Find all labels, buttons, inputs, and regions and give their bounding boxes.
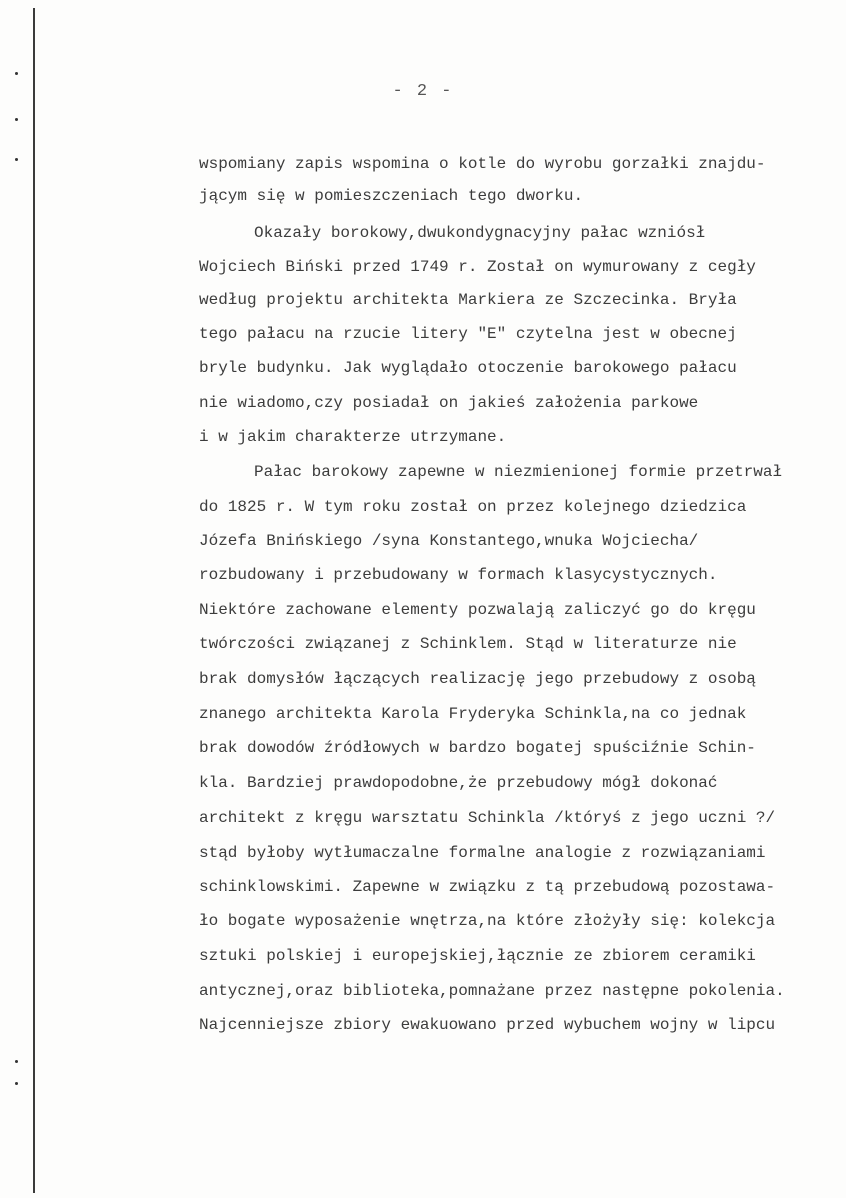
text-line: brak dowodów źródłowych w bardzo bogatej spuściźnie Schin- <box>199 739 756 757</box>
text-line: ło bogate wyposażenie wnętrza,na które złożyły się: kolekcja <box>199 912 776 930</box>
text-line: Pałac barokowy zapewne w niezmienionej formie przetrwał <box>254 463 783 481</box>
text-line: rozbudowany i przebudowany w formach klasycystycznych. <box>199 566 718 584</box>
text-line: schinklowskimi. Zapewne w związku z tą przebudową pozostawa- <box>199 878 776 896</box>
text-line: Józefa Bnińskiego /syna Konstantego,wnuka Wojciecha/ <box>199 532 699 550</box>
text-line: twórczości związanej z Schinklem. Stąd w literaturze nie <box>199 635 737 653</box>
text-line: Niektóre zachowane elementy pozwalają zaliczyć go do kręgu <box>199 601 756 619</box>
text-line: sztuki polskiej i europejskiej,łącznie ze zbiorem ceramiki <box>199 947 756 965</box>
text-line: według projektu architekta Markiera ze Szczecinka. Bryła <box>199 291 737 309</box>
text-line: kla. Bardziej prawdopodobne,że przebudowy mógł dokonać <box>199 774 718 792</box>
text-line: znanego architekta Karola Fryderyka Schinkla,na co jednak <box>199 705 747 723</box>
text-line: Okazały borokowy,dwukondygnacyjny pałac wzniósł <box>254 224 706 242</box>
margin-mark <box>15 72 18 75</box>
page-number: - 2 - <box>392 82 454 101</box>
text-line: nie wiadomo,czy posiadał on jakieś założenia parkowe <box>199 394 699 412</box>
text-line: Najcenniejsze zbiory ewakuowano przed wybuchem wojny w lipcu <box>199 1016 776 1034</box>
margin-mark <box>15 1082 18 1085</box>
text-line: do 1825 r. W tym roku został on przez kolejnego dziedzica <box>199 498 747 516</box>
page-edge-line <box>33 8 35 1193</box>
margin-mark <box>15 118 18 121</box>
text-line: tego pałacu na rzucie litery "E" czytelna jest w obecnej <box>199 325 737 343</box>
text-line: architekt z kręgu warsztatu Schinkla /któryś z jego uczni ?/ <box>199 809 776 827</box>
text-line: antycznej,oraz biblioteka,pomnażane przez następne pokolenia. <box>199 982 785 1000</box>
text-line: i w jakim charakterze utrzymane. <box>199 428 507 446</box>
text-line: bryle budynku. Jak wyglądało otoczenie barokowego pałacu <box>199 359 737 377</box>
text-line: Wojciech Biński przed 1749 r. Został on wymurowany z cegły <box>199 258 756 276</box>
text-line: brak domysłów łączących realizację jego przebudowy z osobą <box>199 670 756 688</box>
text-line: wspomiany zapis wspomina o kotle do wyrobu gorzałki znajdu- <box>199 155 766 173</box>
margin-mark <box>15 1060 18 1063</box>
text-line: jącym się w pomieszczeniach tego dworku. <box>199 187 584 205</box>
text-line: stąd byłoby wytłumaczalne formalne analogie z rozwiązaniami <box>199 844 766 862</box>
margin-mark <box>15 158 18 161</box>
